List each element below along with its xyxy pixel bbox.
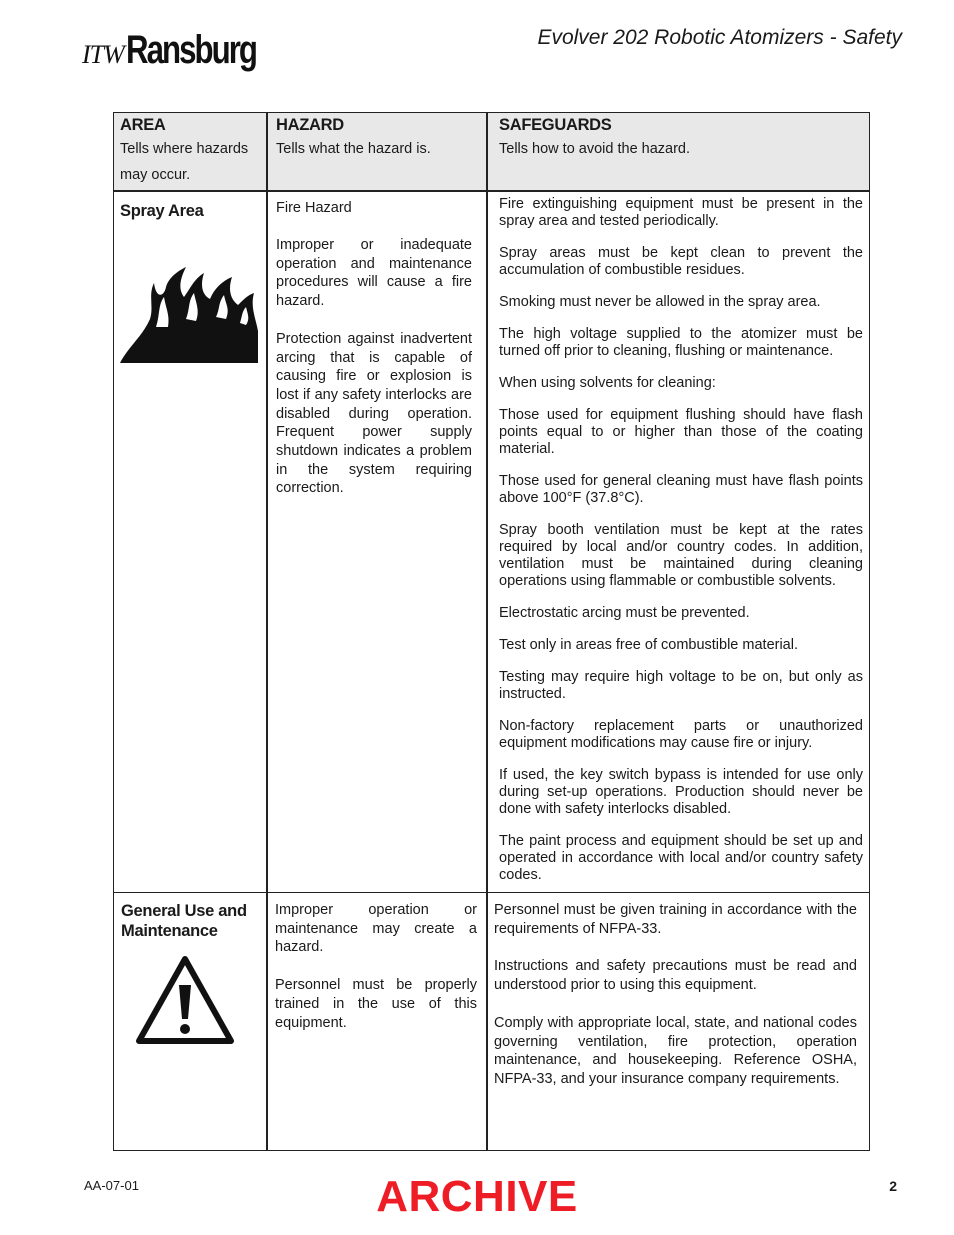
- safeguard-text: Non-factory replacement parts or unauthorized equipment modifications may cause fire or injury.: [499, 718, 863, 751]
- itw-ransburg-logo: [82, 22, 292, 70]
- safeguard-text: Comply with appropriate local, state, and national codes governing ventilation, fire protection, operation maintenance, and housekeeping. Reference OSHA, NFPA-33, and your insurance company requirements.: [494, 1014, 857, 1087]
- safeguard-text: The high voltage supplied to the atomizer must be turned off prior to cleaning, flushing or maintenance.: [499, 326, 863, 359]
- hazard-text: Improper operation or maintenance may create a hazard.: [275, 902, 477, 956]
- hazard-text: Fire Hazard: [276, 200, 352, 216]
- hazard-text: Personnel must be properly trained in the use of this equipment.: [275, 977, 477, 1031]
- safeguard-text: If used, the key switch bypass is intended for use only during set-up operations. Production should never be done with safety interlocks disabled.: [499, 767, 863, 817]
- column-header-safeguards: [499, 117, 864, 162]
- safeguard-text: Electrostatic arcing must be prevented.: [499, 605, 750, 621]
- area-label: General Use and Maintenance: [121, 902, 247, 940]
- column-title: HAZARD: [276, 116, 344, 134]
- logo-prefix: ITW: [82, 40, 124, 69]
- archive-watermark: ARCHIVE: [376, 1172, 578, 1221]
- safeguard-text: When using solvents for cleaning:: [499, 375, 716, 391]
- row-hazard-spray: [276, 200, 472, 513]
- row-area-spray: [120, 201, 262, 372]
- column-divider: [486, 113, 488, 1150]
- column-divider: [266, 113, 268, 1150]
- safeguard-text: Fire extinguishing equipment must be present in the spray area and tested periodically.: [499, 196, 863, 229]
- safeguard-text: Instructions and safety precautions must be read and understood prior to using this equipment.: [494, 958, 857, 994]
- row-hazard-general-use: [275, 901, 477, 1051]
- safeguard-text: Testing may require high voltage to be on, but only as instructed.: [499, 669, 863, 702]
- column-description: Tells where hazards may occur.: [120, 141, 249, 183]
- fire-icon: [120, 267, 260, 367]
- safeguard-text: Personnel must be given training in accordance with the requirements of NFPA-33.: [494, 902, 857, 937]
- warning-icon: [135, 955, 235, 1047]
- column-description: Tells how to avoid the hazard.: [499, 141, 691, 157]
- safeguard-text: Those used for equipment flushing should have flash points equal to or higher than those of the coating material.: [499, 407, 863, 457]
- row-safeguards-general-use: [494, 901, 857, 1108]
- row-area-general-use: [121, 901, 263, 1052]
- safeguard-text: Spray booth ventilation must be kept at the rates required by local and/or country codes. In addition, ventilation must be maintained during cleaning operations using flammable or combustible solvents.: [499, 522, 863, 589]
- column-header-hazard: [276, 117, 481, 162]
- area-label: Spray Area: [120, 202, 204, 220]
- hazard-text: Improper or inadequate operation and maintenance procedures will cause a fire hazard.: [276, 237, 472, 310]
- safeguard-text: The paint process and equipment should be set up and operated in accordance with local and/or country safety codes.: [499, 833, 863, 883]
- safeguard-text: Smoking must never be allowed in the spray area.: [499, 294, 821, 310]
- page-number: 2: [889, 1178, 897, 1194]
- hazard-text: Protection against inadvertent arcing that is capable of causing fire or explosion is lost if any safety interlocks are disabled during operation. Frequent power supply shutdown indicates a problem in the system requiring correction.: [276, 330, 472, 497]
- safeguard-text: Test only in areas free of combustible material.: [499, 637, 798, 653]
- column-title: AREA: [120, 116, 166, 134]
- document-title: Evolver 202 Robotic Atomizers - Safety: [537, 26, 902, 49]
- column-description: Tells what the hazard is.: [276, 141, 431, 157]
- logo-name: Ransburg: [125, 28, 256, 72]
- row-safeguards-spray: [499, 196, 863, 899]
- safeguard-text: Spray areas must be kept clean to prevent the accumulation of combustible residues.: [499, 245, 863, 278]
- header-divider: [114, 190, 869, 192]
- safety-table: [113, 112, 870, 1151]
- column-title: SAFEGUARDS: [499, 116, 612, 134]
- column-header-area: [120, 117, 262, 188]
- document-code: AA-07-01: [84, 1178, 139, 1193]
- safeguard-text: Those used for general cleaning must have flash points above 100°F (37.8°C).: [499, 473, 863, 506]
